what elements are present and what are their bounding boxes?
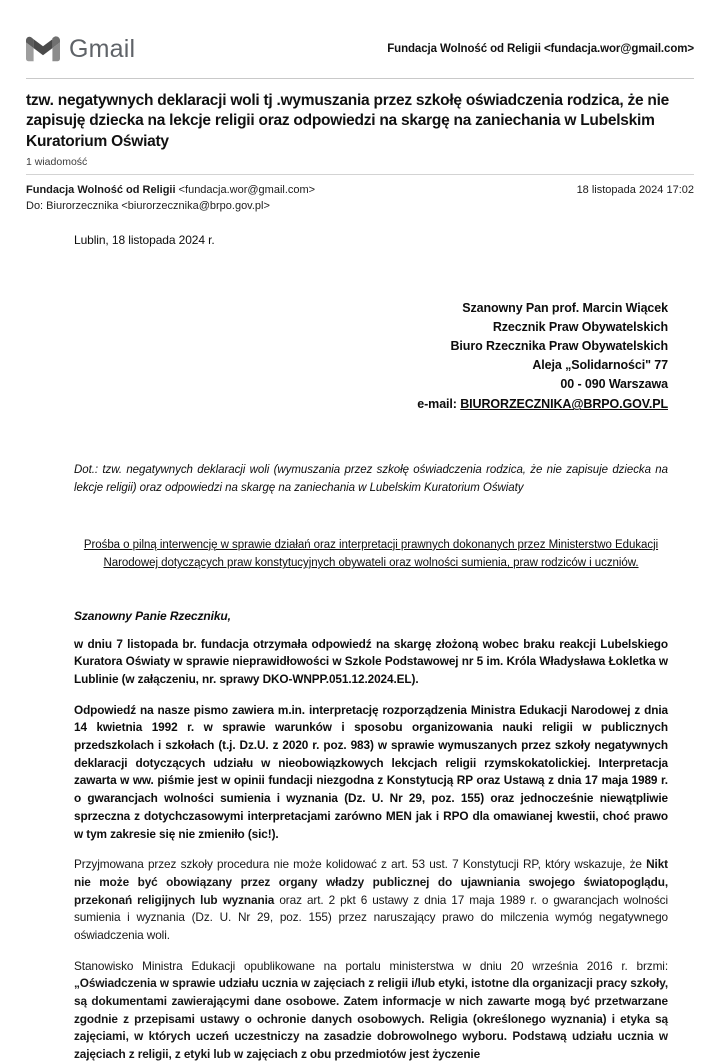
letter-body <box>26 233 694 1064</box>
letter-request-title: Prośba o pilną interwencję w sprawie działań oraz interpretacji prawnych dokonanych przez Ministerstwo Edukacji Narodowej dotyczących praw konstytucyjnych obywateli oraz wolności sumienia, praw rodziców i uczniów. <box>83 538 659 570</box>
letter-paragraph-2: Odpowiedź na nasze pismo zawiera m.in. interpretację rozporządzenia Ministra Edukacji Narodowej z dnia 14 kwietnia 1992 r. w sprawie warunków i sposobu organizowania nauki religii w publicznych przedszkolach i szkołach (t.j. Dz.U. z 2020 r. poz. 983) w sprawie wymuszanych przez szkoły negatywnych deklaracji dotyczących udziału w nieobowiązkowych lekcjach religii rzymskokatolickiej. Interpretacja zawarta w ww. piśmie jest w opinii fundacji niezgodna z Konstytucją RP oraz Ustawą z dnia 17 maja 1989 r. o gwarancjach wolności sumienia i wyznania (Dz. U. Nr 29, poz. 155) oraz jednocześnie niewątpliwie sprzeczna z dotychczasowymi interpretacjami zarówno MEN jak i RPO dla omawianej kwestii, choć prawo w tym zakresie się nie zmieniło (sic!). <box>74 702 668 841</box>
paragraph-4-quote: „Oświadczenia w sprawie udziału ucznia w zajęciach z religii i/lub etyki, istotne dla organizacji pracy szkoły, są dokumentami zawierającymi dane osobowe. Zatem informacje w nich zawarte mogą być przetwarzane zgodnie z przepisami ustawy o ochronie danych osobowych. Religia (określonego wyznania) i etyka są zajęciami, w których uczeń uczestniczy na zasadzie dobrowolnego wyboru. Podstawą udziału ucznia w zajęciach z religii, z etyki lub w zajęciach z obu przedmiotów jest życzenie <box>74 976 668 1062</box>
gmail-header <box>26 0 694 72</box>
addressee-line-3: Biuro Rzecznika Praw Obywatelskich <box>450 339 668 354</box>
letter-paragraph-1: w dniu 7 listopada br. fundacja otrzymała odpowiedź na skargę złożoną wobec braku reakcji Lubelskiego Kuratora Oświaty w sprawie nieprawidłowości w Szkole Podstawowej nr 5 im. Króla Władysława Łokletka w Lublinie (w załączeniu, nr. sprawy DKO-WNPP.051.12.2024.EL). <box>74 636 668 687</box>
account-email: Fundacja Wolność od Religii <fundacja.wor@gmail.com> <box>387 43 694 55</box>
letter-paragraph-3 <box>74 856 668 944</box>
message-sender-block <box>26 183 315 215</box>
addressee-line-4: Aleja „Solidarności" 77 <box>532 358 668 373</box>
letter-addressee-block <box>74 299 668 414</box>
addressee-line-1: Szanowny Pan prof. Marcin Wiącek <box>462 301 668 316</box>
gmail-m-logo-icon <box>26 36 60 62</box>
addressee-email-row <box>74 395 668 414</box>
sender-name: Fundacja Wolność od Religii <box>26 184 176 197</box>
addressee-line-5: 00 - 090 Warszawa <box>560 377 668 392</box>
gmail-wordmark: Gmail <box>69 34 136 63</box>
letter-salutation: Szanowny Panie Rzeczniku, <box>74 608 231 623</box>
message-count: 1 wiadomość <box>26 156 88 169</box>
sender-line <box>26 183 315 199</box>
message-date: 18 listopada 2024 17:02 <box>576 184 694 197</box>
paragraph-3-tail: oraz art. 2 pkt 6 ustawy z dnia 17 maja 1989 r. o gwarancjach wolności sumienia i wyznania (Dz. U. Nr 29, poz. 155) przez naruszający prawo do milczenia wymóg negatywnego oświadczenia woli. <box>74 892 668 942</box>
gmail-brand <box>26 35 135 64</box>
subject-divider <box>26 174 694 175</box>
sender-email: <fundacja.wor@gmail.com> <box>178 184 316 197</box>
message-meta <box>26 183 694 215</box>
thread-subject: tzw. negatywnych deklaracji woli tj .wymuszania przez szkołę oświadczenia rodzica, że nie zapisuję dziecka na lekcje religii oraz odpowiedzi na skargę na zaniechania w Lubelskim Kuratorium Oświaty <box>26 92 670 150</box>
recipient-line: Do: Biurorzecznika <biurorzecznika@brpo.gov.pl> <box>26 200 270 213</box>
letter-paragraph-4 <box>74 958 668 1064</box>
paragraph-3-lead: Przyjmowana przez szkoły procedura nie może kolidować z art. 53 ust. 7 Konstytucji RP, który wskazuje, że <box>74 857 647 872</box>
addressee-email-link[interactable]: BIURORZECZNIKA@BRPO.GOV.PL <box>460 397 668 412</box>
letter-place-date: Lublin, 18 listopada 2024 r. <box>74 233 215 248</box>
paragraph-3-emphasis: Nikt nie może być obowiązany przez organy władzy publicznej do ujawniania swojego światopoglądu, przekonań religijnych lub wyznania <box>74 857 668 907</box>
header-divider <box>26 78 694 79</box>
addressee-email-label: e-mail: <box>417 397 461 412</box>
paragraph-4-lead: Stanowisko Ministra Edukacji opublikowane na portalu ministerstwa w dniu 20 września 2016 r. brzmi: <box>74 958 668 973</box>
addressee-line-2: Rzecznik Praw Obywatelskich <box>492 320 668 335</box>
letter-regarding: Dot.: tzw. negatywnych deklaracji woli (wymuszania przez szkołę oświadczenia rodzica, że nie zapisuje dziecka na lekcje religii) oraz odpowiedzi na skargę na zaniechania w Lubelskim Kuratorium Oświaty <box>74 464 668 495</box>
